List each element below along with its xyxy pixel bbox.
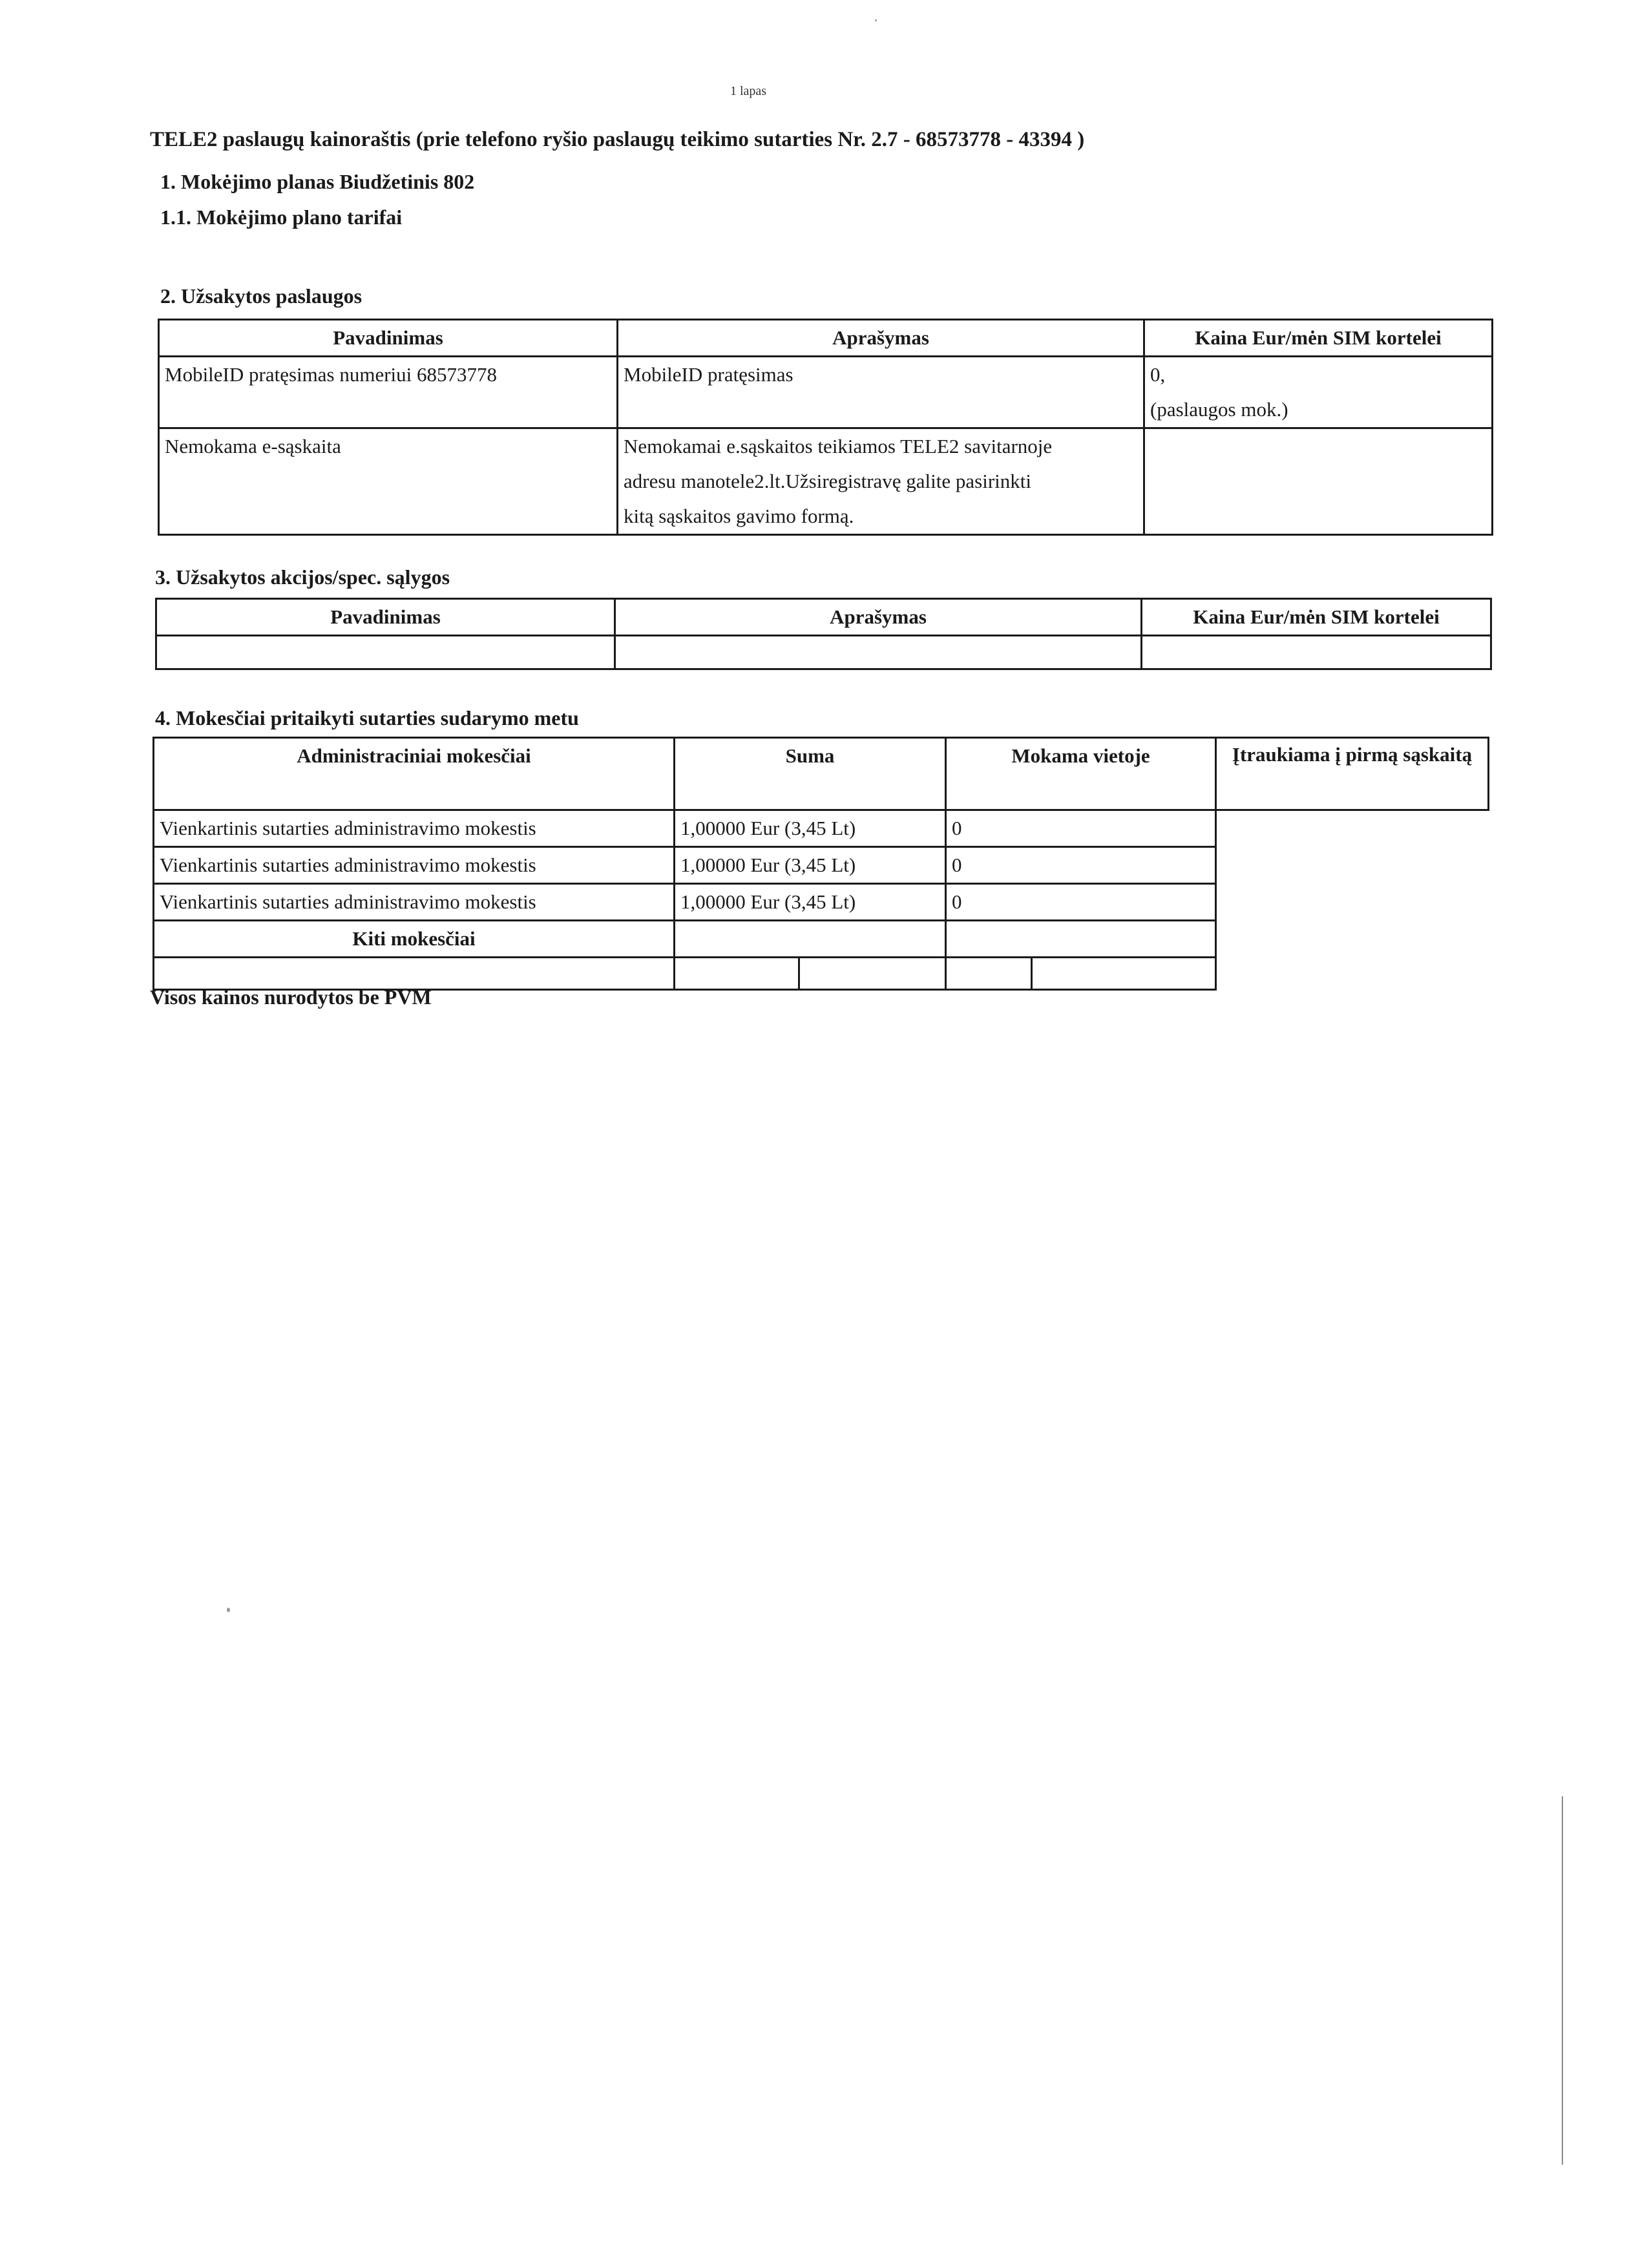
service-description	[618, 428, 1144, 535]
promotion-price	[1142, 636, 1491, 669]
table-row	[154, 921, 1489, 958]
service-description-line: kitą sąskaitos gavimo formą.	[624, 505, 854, 527]
services-col-price: Kaina Eur/mėn SIM kortelei	[1144, 320, 1493, 357]
fees-col-admin: Administraciniai mokesčiai	[154, 738, 675, 810]
other-fees-label: Kiti mokesčiai	[154, 921, 675, 958]
fee-first-invoice	[1216, 847, 1489, 884]
fee-sum: 1,00000 Eur (3,45 Lt)	[675, 810, 946, 847]
fees-table	[152, 737, 1489, 991]
fee-first-invoice	[1216, 810, 1489, 847]
promotions-col-price: Kaina Eur/mėn SIM kortelei	[1142, 599, 1491, 636]
empty-cell	[1216, 958, 1489, 990]
services-table	[158, 319, 1493, 536]
services-col-name: Pavadinimas	[159, 320, 618, 357]
service-price-value: 0,	[1150, 363, 1166, 386]
table-row	[154, 958, 1489, 990]
service-name: MobileID pratęsimas numeriui 68573778	[159, 357, 618, 428]
footer-note: Visos kainos nurodytos be PVM	[150, 985, 432, 1009]
fees-col-sum: Suma	[675, 738, 946, 810]
table-row	[154, 884, 1489, 921]
fee-paid-on-site: 0	[946, 884, 1216, 921]
service-price-note: (paslaugos mok.)	[1150, 398, 1288, 421]
fee-name: Vienkartinis sutarties administravimo mokestis	[154, 847, 675, 884]
table-row	[159, 357, 1493, 428]
other-fees-paid	[946, 921, 1216, 958]
table-row	[154, 847, 1489, 884]
fee-paid-on-site: 0	[946, 847, 1216, 884]
empty-cell	[675, 958, 946, 990]
services-col-description: Aprašymas	[618, 320, 1144, 357]
table-row	[156, 636, 1491, 669]
promotions-table	[155, 598, 1492, 670]
fee-sum: 1,00000 Eur (3,45 Lt)	[675, 847, 946, 884]
service-description: MobileID pratęsimas	[618, 357, 1144, 428]
tariffs-heading: 1.1. Mokėjimo plano tarifai	[160, 205, 403, 229]
promotions-heading: 3. Užsakytos akcijos/spec. sąlygos	[155, 565, 450, 589]
service-price	[1144, 357, 1493, 428]
scan-speck	[227, 1608, 230, 1612]
scan-speck	[875, 19, 877, 21]
promotions-col-name: Pavadinimas	[156, 599, 615, 636]
services-heading: 2. Užsakytos paslaugos	[160, 284, 362, 308]
empty-cell	[154, 958, 675, 990]
fees-heading: 4. Mokesčiai pritaikyti sutarties sudarymo metu	[155, 706, 579, 730]
document-title: TELE2 paslaugų kainoraštis (prie telefono ryšio paslaugų teikimo sutarties Nr. 2.7 - 68573778 - 43394 )	[150, 128, 1085, 151]
fee-first-invoice	[1216, 884, 1489, 921]
promotions-col-description: Aprašymas	[615, 599, 1142, 636]
table-row	[154, 810, 1489, 847]
page-number: 1 lapas	[730, 84, 767, 98]
service-description-line: adresu manotele2.lt.Užsiregistravę galite pasirinkti	[624, 470, 1031, 492]
fees-col-first-invoice: Įtraukiama į pirmą sąskaitą	[1216, 738, 1489, 810]
other-fees-sum	[675, 921, 946, 958]
other-fees-first-invoice	[1216, 921, 1489, 958]
service-price	[1144, 428, 1493, 535]
fee-name: Vienkartinis sutarties administravimo mokestis	[154, 810, 675, 847]
empty-cell	[946, 958, 1216, 990]
scan-edge-line	[1562, 1796, 1563, 2165]
service-description-line: Nemokamai e.sąskaitos teikiamos TELE2 savitarnoje	[624, 435, 1053, 457]
promotion-description	[615, 636, 1142, 669]
fees-col-paid-on-site: Mokama vietoje	[946, 738, 1216, 810]
plan-heading: 1. Mokėjimo planas Biudžetinis 802	[160, 170, 475, 193]
fee-paid-on-site: 0	[946, 810, 1216, 847]
promotion-name	[156, 636, 615, 669]
service-name: Nemokama e-sąskaita	[159, 428, 618, 535]
fee-name: Vienkartinis sutarties administravimo mokestis	[154, 884, 675, 921]
fee-sum: 1,00000 Eur (3,45 Lt)	[675, 884, 946, 921]
table-row	[159, 428, 1493, 535]
